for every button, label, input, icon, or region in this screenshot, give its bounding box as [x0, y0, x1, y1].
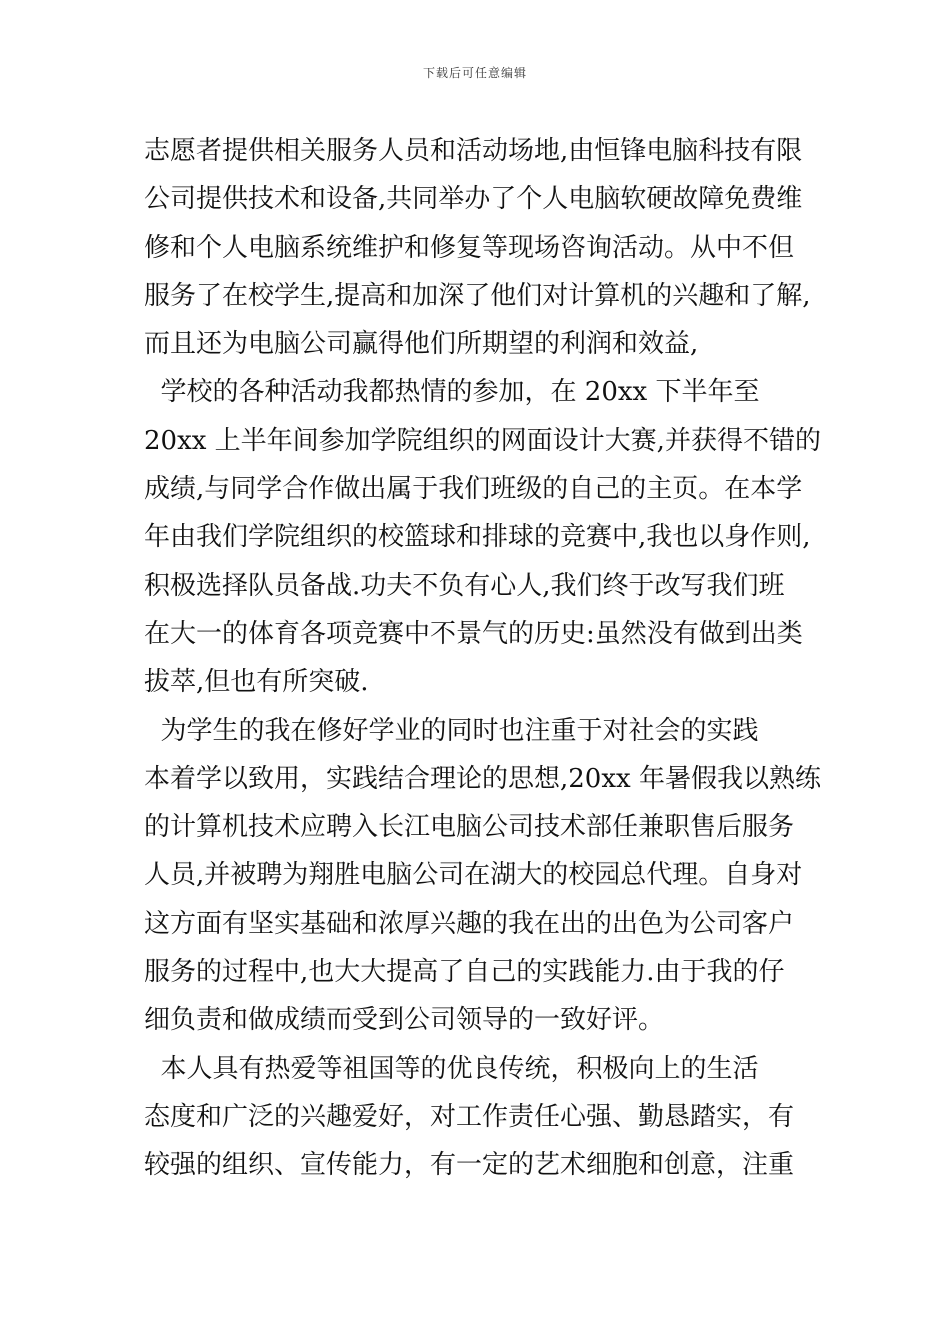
paragraph [144, 1045, 824, 1190]
page-header: 下载后可任意编辑 [422, 66, 527, 80]
text-line: 这方面有坚实基础和浓厚兴趣的我在出的出色为公司客户 [144, 908, 795, 939]
paragraph [144, 707, 824, 1045]
text-line: 较强的组织、宣传能力，有一定的艺术细胞和创意，注重 [144, 1150, 795, 1181]
text-line: 20xx 上半年间参加学院组织的网面设计大赛,并获得不错的 [144, 425, 821, 456]
document-body [144, 127, 824, 1190]
text-line: 学校的各种活动我都热情的参加，在 20xx 下半年至 [144, 377, 760, 408]
text-line: 志愿者提供相关服务人员和活动场地,由恒锋电脑科技有限 [144, 136, 803, 166]
text-line: 而且还为电脑公司赢得他们所期望的利润和效益, [144, 329, 699, 360]
text-line: 服务的过程中,也大大提高了自己的实践能力.由于我的仔 [144, 957, 785, 988]
text-line: 年由我们学院组织的校篮球和排球的竞赛中,我也以身作则, [144, 522, 811, 553]
text-line: 服务了在校学生,提高和加深了他们对计算机的兴趣和了解, [144, 280, 811, 311]
paragraph [144, 127, 824, 368]
text-line: 人员,并被聘为翔胜电脑公司在湖大的校园总代理。自身对 [144, 860, 803, 891]
paragraph [144, 368, 824, 706]
text-line: 为学生的我在修好学业的同时也注重于对社会的实践 [144, 715, 759, 746]
text-line: 本人具有热爱等祖国等的优良传统，积极向上的生活 [144, 1053, 759, 1084]
text-line: 积极选择队员备战.功夫不负有心人,我们终于改写我们班 [144, 570, 785, 601]
text-line: 公司提供技术和设备,共同举办了个人电脑软硬故障免费维 [144, 184, 803, 215]
text-line: 细负责和做成绩而受到公司领导的一致好评。 [144, 1005, 665, 1036]
text-line: 在大一的体育各项竞赛中不景气的历史:虽然没有做到出类 [144, 618, 803, 649]
text-line: 本着学以致用，实践结合理论的思想,20xx 年暑假我以熟练 [144, 763, 821, 794]
text-line: 态度和广泛的兴趣爱好，对工作责任心强、勤恳踏实，有 [144, 1101, 795, 1132]
text-line: 成绩,与同学合作做出属于我们班级的自己的主页。在本学 [144, 474, 803, 505]
text-line: 的计算机技术应聘入长江电脑公司技术部任兼职售后服务 [144, 812, 795, 843]
text-line: 修和个人电脑系统维护和修复等现场咨询活动。从中不但 [144, 232, 795, 263]
text-line: 拔萃,但也有所突破. [144, 667, 369, 698]
